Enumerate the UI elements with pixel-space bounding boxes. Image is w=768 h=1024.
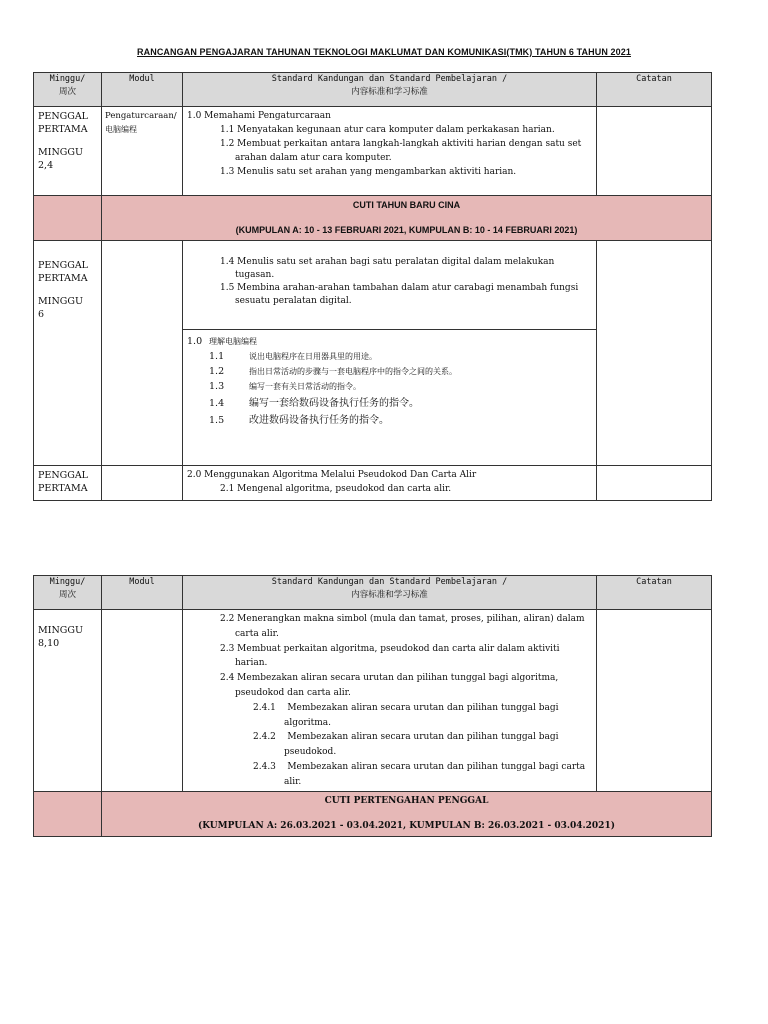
header-standard: Standard Kandungan dan Standard Pembelajaran / 内容标准和学习标准 <box>183 73 597 107</box>
holiday-row <box>34 196 712 241</box>
table-row <box>34 610 712 792</box>
plan-table-2 <box>33 575 712 837</box>
header-minggu: Minggu/ 周次 <box>34 576 102 610</box>
table-header <box>34 73 712 107</box>
holiday-blank-cell <box>34 792 102 837</box>
table-row <box>34 466 712 501</box>
notes-cell <box>597 241 712 466</box>
standard-cell: 1.0 Memahami Pengaturcaraan 1.1 Menyatakan kegunaan atur cara komputer dalam perkakasan harian. 1.2 Membuat perkaitan antara langkah-langkah aktiviti harian dengan satu set arahan dalam atur cara komputer. 1.3 Menulis satu set arahan yang mengambarkan aktiviti harian. <box>183 107 597 196</box>
document-title: RANCANGAN PENGAJARAN TAHUNAN TEKNOLOGI MAKLUMAT DAN KOMUNIKASI(TMK) TAHUN 6 TAHUN 2021 <box>137 47 631 57</box>
standard-cell: 2.0 Menggunakan Algoritma Melalui Pseudokod Dan Carta Alir 2.1 Mengenal algoritma, pseudokod dan carta alir. <box>183 466 597 501</box>
plan-table-1 <box>33 72 712 501</box>
module-cell <box>102 610 183 792</box>
header-modul: Modul <box>102 73 183 107</box>
holiday-blank-cell <box>34 196 102 241</box>
holiday-text: CUTI PERTENGAHAN PENGGAL (KUMPULAN A: 26.03.2021 - 03.04.2021, KUMPULAN B: 26.03.2021 - 03.04.2021) <box>102 792 712 837</box>
week-cell: PENGGAL PERTAMA MINGGU 2,4 <box>34 107 102 196</box>
week-cell: MINGGU 8,10 <box>34 610 102 792</box>
header-catatan: Catatan <box>597 73 712 107</box>
week-cell: PENGGAL PERTAMA MINGGU 6 <box>34 241 102 466</box>
module-cell <box>102 241 183 466</box>
table-row <box>34 107 712 196</box>
table-header <box>34 576 712 610</box>
table-row <box>34 241 712 330</box>
header-standard: Standard Kandungan dan Standard Pembelajaran / 内容标准和学习标准 <box>183 576 597 610</box>
notes-cell <box>597 466 712 501</box>
holiday-row <box>34 792 712 837</box>
header-modul: Modul <box>102 576 183 610</box>
standard-cell: 2.2 Menerangkan makna simbol (mula dan tamat, proses, pilihan, aliran) dalam carta alir. 2.3 Membuat perkaitan algoritma, pseudokod dan carta alir dalam aktiviti harian. 2.4 Membezakan aliran secara urutan dan pilihan tunggal bagi algoritma, pseudokod dan carta alir. 2.4.1 Membezakan aliran secara urutan dan pilihan tunggal bagi algoritma. 2.4.2 Membezakan aliran secara urutan dan pilihan tunggal bagi pseudokod. 2.4.3 Membezakan aliran secara urutan dan pilihan tunggal bagi carta alir. <box>183 610 597 792</box>
notes-cell <box>597 610 712 792</box>
week-cell: PENGGAL PERTAMA <box>34 466 102 501</box>
module-cell: Pengaturcaraan/ 电脑编程 <box>102 107 183 196</box>
chinese-standard-cell: 1.0 理解电脑编程 1.1 说出电脑程序在日用器具里的用途。 1.2 指出日常活动的步骤与一套电脑程序中的指令之间的关系。 1.3 编写一套有关日常活动的指令。 1.4 编写一套给数码设备执行任务的指令。 1.5 改进数码设备执行任务的指令。 <box>183 330 597 466</box>
header-minggu: Minggu/ 周次 <box>34 73 102 107</box>
holiday-text: CUTI TAHUN BARU CINA (KUMPULAN A: 10 - 13 FEBRUARI 2021, KUMPULAN B: 10 - 14 FEBRUARI 2021) <box>102 196 712 241</box>
standard-cell: 1.4 Menulis satu set arahan bagi satu peralatan digital dalam melakukan tugasan. 1.5 Membina arahan-arahan tambahan dalam atur carabagi menambah fungsi sesuatu peralatan digital. <box>183 241 597 330</box>
header-catatan: Catatan <box>597 576 712 610</box>
notes-cell <box>597 107 712 196</box>
module-cell <box>102 466 183 501</box>
